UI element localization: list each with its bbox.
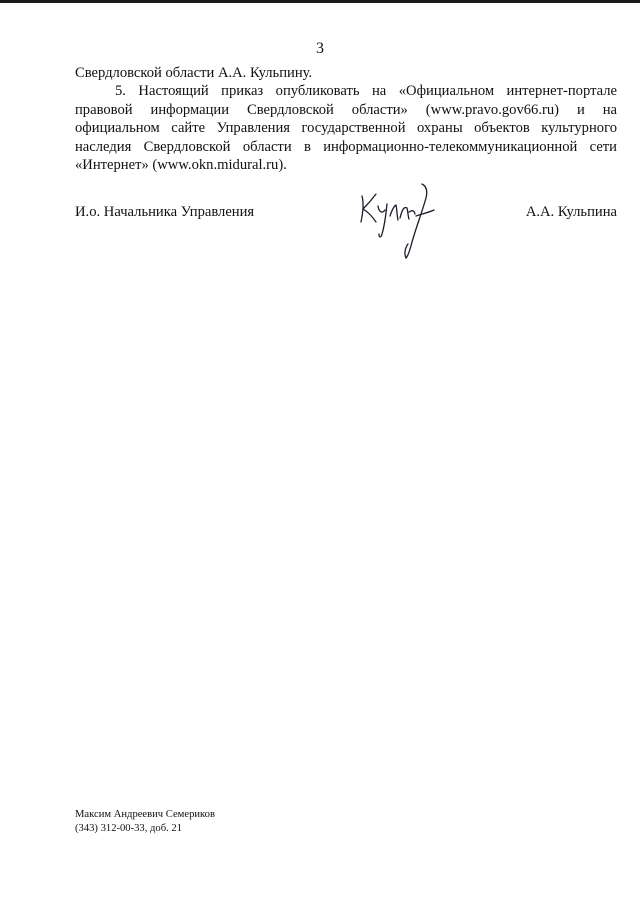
- signatory-title: И.о. Начальника Управления: [75, 204, 255, 220]
- page-top-edge: [0, 0, 640, 3]
- handwritten-signature: [352, 176, 438, 262]
- executor-footer: [75, 808, 215, 835]
- paragraph-5: 5. Настоящий приказ опубликовать на «Официальном интернет-портале правовой информации Свердловской области» (www.pravo.gov66.ru) и на официальном сайте Управления государственной охраны объектов культурного наследия Свердловской области в информационно-телекоммуникационной сети «Интернет» (www.okn.midural.ru).: [75, 83, 617, 174]
- continuation-line: Свердловской области А.А. Кульпину.: [75, 65, 313, 81]
- signatory-name: А.А. Кульпина: [525, 204, 617, 220]
- executor-phone: (343) 312-00-33, доб. 21: [75, 822, 182, 834]
- page-number: 3: [316, 40, 324, 57]
- document-body: [75, 64, 617, 174]
- executor-name: Максим Андреевич Семериков: [75, 809, 215, 820]
